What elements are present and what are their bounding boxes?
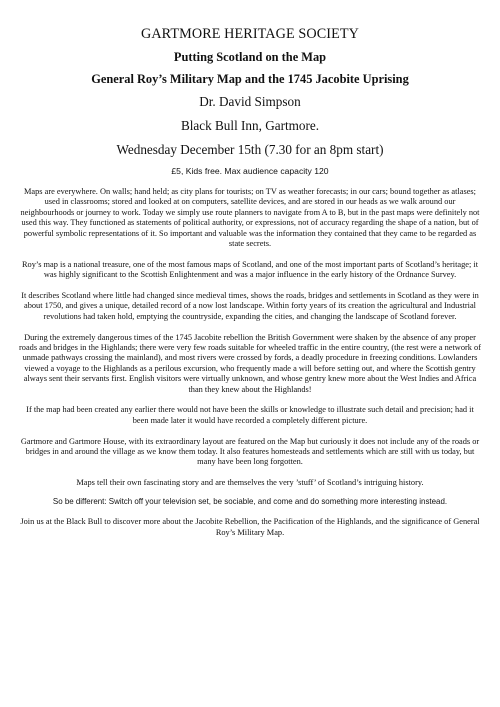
event-title: Putting Scotland on the Map: [173, 50, 327, 64]
paragraph-medieval-scotland: It describes Scotland where little had changed since medieval times, shows the roads, bridges and settlements in Scotland as they were in about 1750, and gives a unique, detailed record of a now lost landscape. Within forty years of its creation the agricultural and Industrial revolutions had taken hold, emptying the countryside, expanding the cities, and changing the landscape of Scotland forever.: [21, 291, 479, 321]
call-to-action: So be different: Switch off your television set, be sociable, and come and do something more interesting instead.: [52, 496, 448, 506]
paragraph-national-treasure: Roy’s map is a national treasure, one of the most famous maps of Scotland, and one of the most important parts of Scotland’s heritage; it was highly significant to the Scottish Enlightenment and was a major influence in the early history of the Ordnance Survey.: [21, 259, 479, 280]
paragraph-map-timing: If the map had been created any earlier there would not have been the skills or knowledge to illustrate such detail and precision; had it been made later it would have recorded a completely different picture.: [26, 405, 474, 425]
paragraph-maps-everywhere: Maps are everywhere. On walls; hand held; as city plans for tourists; on TV as weather forecasts; in our cars; bound together as atlases; used in classrooms; stored and looked at on computers, satellite devices, and are stored in our heads as we walk around our neighbourhoods or journey to work. Today we simply use route planners to navigate from A to B, but in the past maps were definitely not used this way. They functioned as statements of political authority, or expressions, not of accuracy regarding the shape of a nation, but of powerful symbolic representations of it. So important and valuable was the information they contained that they came to be regarded as state secrets.: [20, 187, 480, 249]
paragraph-jacobite-rebellion: During the extremely dangerous times of the 1745 Jacobite rebellion the British Government were shaken by the absence of any proper roads and bridges in the Highlands; there were very few roads suitable for wheeled traffic in the entire country, (the rest were a network of unmade pathways crossing the mainland), and most rivers were crossed by fords, a deadly procedure in freezing conditions. Lowlanders viewed a voyage to the Highlands as a perilous excursion, who frequently made a will before setting out, and where the Scottish gentry always sent their servants first. English visitors were virtually unknown, and whose gentry knew more about the West Indies and Africa than they knew about the Highlands!: [19, 332, 481, 394]
organization-name: GARTMORE HERITAGE SOCIETY: [140, 26, 360, 42]
paragraph-gartmore-house: Gartmore and Gartmore House, with its extraordinary layout are featured on the Map but curiously it does not include any of the roads or bridges in and around the village as we know them today. It also features homesteads and settlements which are still with us today, but many have been long forgotten.: [20, 436, 480, 467]
event-date: Wednesday December 15th (7.30 for an 8pm start): [116, 142, 384, 157]
event-subtitle: General Roy’s Military Map and the 1745 Jacobite Uprising: [91, 72, 409, 86]
paragraph-maps-story: Maps tell their own fascinating story and are themselves the very ’stuff’ of Scotland’s intriguing history.: [76, 478, 424, 488]
ticket-price: £5, Kids free. Max audience capacity 120: [171, 166, 329, 176]
closing-paragraph: Join us at the Black Bull to discover more about the Jacobite Rebellion, the Pacification of the Highlands, and the significance of General Roy’s Military Map.: [20, 517, 480, 537]
event-venue: Black Bull Inn, Gartmore.: [180, 118, 320, 133]
speaker-name: Dr. David Simpson: [199, 94, 301, 109]
